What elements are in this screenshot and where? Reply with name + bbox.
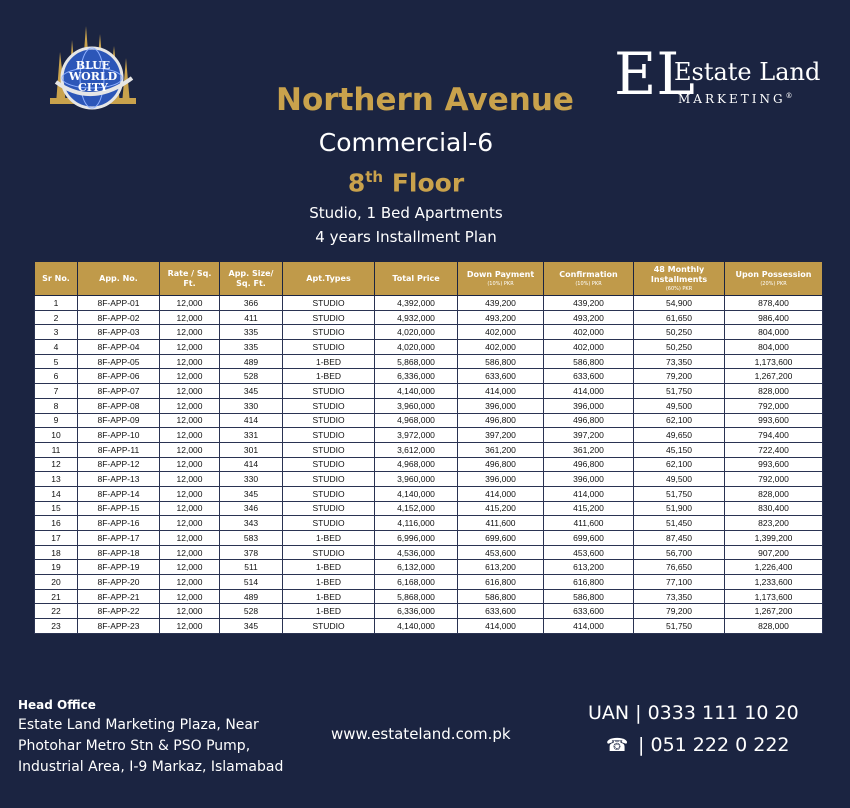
table-cell: STUDIO <box>283 296 375 311</box>
table-cell: 493,200 <box>458 310 544 325</box>
table-cell: 12,000 <box>160 384 220 399</box>
table-cell: 633,600 <box>544 604 634 619</box>
table-cell: 4,152,000 <box>375 501 458 516</box>
website-link[interactable]: www.estateland.com.pk <box>331 725 511 743</box>
table-cell: 51,900 <box>634 501 725 516</box>
telephone-icon: ☎ <box>606 735 629 756</box>
table-cell: 7 <box>35 384 78 399</box>
table-cell: 12,000 <box>160 486 220 501</box>
table-cell: 583 <box>220 531 283 546</box>
table-row <box>35 310 823 325</box>
table-cell: 411,600 <box>458 516 544 531</box>
table-cell: 8F-APP-14 <box>78 486 160 501</box>
table-cell: 8F-APP-02 <box>78 310 160 325</box>
table-cell: 12,000 <box>160 428 220 443</box>
table-cell: 6,996,000 <box>375 531 458 546</box>
table-cell: 16 <box>35 516 78 531</box>
column-header-label: Upon Possession <box>735 269 812 279</box>
table-cell: STUDIO <box>283 472 375 487</box>
table-cell: 396,000 <box>544 398 634 413</box>
table-cell: 73,350 <box>634 589 725 604</box>
table-cell: 331 <box>220 428 283 443</box>
table-cell: 12,000 <box>160 560 220 575</box>
table-cell: 528 <box>220 604 283 619</box>
table-row <box>35 560 823 575</box>
table-cell: 396,000 <box>458 398 544 413</box>
table-cell: 722,400 <box>725 442 823 457</box>
table-cell: 1,267,200 <box>725 604 823 619</box>
table-cell: 613,200 <box>458 560 544 575</box>
column-header <box>160 262 220 296</box>
column-header <box>458 262 544 296</box>
table-cell: 12,000 <box>160 575 220 590</box>
table-cell: 361,200 <box>458 442 544 457</box>
table-cell: 20 <box>35 575 78 590</box>
table-row <box>35 619 823 634</box>
table-row <box>35 369 823 384</box>
table-cell: 12,000 <box>160 516 220 531</box>
table-cell: 493,200 <box>544 310 634 325</box>
table-row <box>35 442 823 457</box>
table-cell: 8F-APP-03 <box>78 325 160 340</box>
column-header-label: 48 Monthly Installments <box>650 264 708 284</box>
table-row <box>35 384 823 399</box>
table-cell: 10 <box>35 428 78 443</box>
table-cell: 1-BED <box>283 589 375 604</box>
column-header-label: Rate / Sq. Ft. <box>167 268 212 288</box>
table-cell: STUDIO <box>283 545 375 560</box>
table-cell: 23 <box>35 619 78 634</box>
table-cell: 453,600 <box>544 545 634 560</box>
table-row <box>35 325 823 340</box>
table-row <box>35 340 823 355</box>
table-cell: 49,500 <box>634 472 725 487</box>
table-cell: 4,536,000 <box>375 545 458 560</box>
column-header-label: Total Price <box>392 273 440 283</box>
table-cell: 613,200 <box>544 560 634 575</box>
table-cell: 586,800 <box>458 354 544 369</box>
table-cell: 5 <box>35 354 78 369</box>
table-row <box>35 296 823 311</box>
table-cell: 6,132,000 <box>375 560 458 575</box>
table-cell: 402,000 <box>544 340 634 355</box>
table-cell: 12,000 <box>160 325 220 340</box>
table-row <box>35 413 823 428</box>
table-cell: 345 <box>220 384 283 399</box>
table-cell: 9 <box>35 413 78 428</box>
table-row <box>35 398 823 413</box>
column-header-note: (10%) PKR <box>575 280 602 287</box>
table-cell: 3,960,000 <box>375 472 458 487</box>
table-cell: STUDIO <box>283 486 375 501</box>
table-cell: 415,200 <box>458 501 544 516</box>
table-cell: 54,900 <box>634 296 725 311</box>
table-cell: 8F-APP-06 <box>78 369 160 384</box>
table-cell: 301 <box>220 442 283 457</box>
table-row <box>35 472 823 487</box>
table-cell: 586,800 <box>544 589 634 604</box>
table-cell: 8F-APP-12 <box>78 457 160 472</box>
table-cell: 22 <box>35 604 78 619</box>
table-cell: 8F-APP-01 <box>78 296 160 311</box>
table-cell: 453,600 <box>458 545 544 560</box>
column-header-note: (20%) PKR <box>760 280 787 287</box>
table-cell: 439,200 <box>544 296 634 311</box>
table-cell: STUDIO <box>283 384 375 399</box>
table-cell: 345 <box>220 486 283 501</box>
table-cell: 12,000 <box>160 442 220 457</box>
table-cell: 616,800 <box>458 575 544 590</box>
table-cell: 986,400 <box>725 310 823 325</box>
table-cell: 828,000 <box>725 486 823 501</box>
column-header <box>725 262 823 296</box>
table-cell: 345 <box>220 619 283 634</box>
floor-heading: 8th Floor <box>347 168 465 198</box>
table-cell: 13 <box>35 472 78 487</box>
page-title: Northern Avenue <box>276 82 574 118</box>
table-cell: 1-BED <box>283 369 375 384</box>
table-cell: 414,000 <box>458 384 544 399</box>
table-cell: 792,000 <box>725 472 823 487</box>
table-cell: STUDIO <box>283 310 375 325</box>
table-cell: 396,000 <box>544 472 634 487</box>
table-cell: STUDIO <box>283 619 375 634</box>
table-row <box>35 516 823 531</box>
table-cell: 414 <box>220 457 283 472</box>
table-cell: 76,650 <box>634 560 725 575</box>
table-cell: 823,200 <box>725 516 823 531</box>
table-cell: 1-BED <box>283 354 375 369</box>
table-cell: 49,650 <box>634 428 725 443</box>
table-row <box>35 428 823 443</box>
table-cell: 496,800 <box>458 457 544 472</box>
table-cell: 2 <box>35 310 78 325</box>
table-cell: 414,000 <box>458 486 544 501</box>
column-header <box>220 262 283 296</box>
payment-plan-table <box>34 261 822 634</box>
table-cell: 6,336,000 <box>375 369 458 384</box>
table-cell: 1-BED <box>283 575 375 590</box>
table-cell: 8F-APP-04 <box>78 340 160 355</box>
address-line: Industrial Area, I-9 Markaz, Islamabad <box>18 759 284 775</box>
table-cell: 8F-APP-08 <box>78 398 160 413</box>
table-cell: 12,000 <box>160 398 220 413</box>
table-cell: 12,000 <box>160 340 220 355</box>
head-office-label: Head Office <box>18 698 96 712</box>
table-cell: 830,400 <box>725 501 823 516</box>
table-cell: 6,168,000 <box>375 575 458 590</box>
table-cell: 18 <box>35 545 78 560</box>
table-cell: 4,968,000 <box>375 457 458 472</box>
table-cell: 330 <box>220 472 283 487</box>
table-cell: 87,450 <box>634 531 725 546</box>
table-cell: 12,000 <box>160 354 220 369</box>
table-cell: 828,000 <box>725 619 823 634</box>
table-cell: 699,600 <box>544 531 634 546</box>
table-row <box>35 457 823 472</box>
column-header-label: Sr No. <box>42 273 70 283</box>
plan-line: 4 years Installment Plan <box>315 228 497 246</box>
table-cell: 397,200 <box>544 428 634 443</box>
table-cell: 12,000 <box>160 604 220 619</box>
table-cell: 4,140,000 <box>375 486 458 501</box>
table-cell: 12,000 <box>160 619 220 634</box>
table-cell: 1,399,200 <box>725 531 823 546</box>
table-cell: 12,000 <box>160 472 220 487</box>
table-cell: 79,200 <box>634 604 725 619</box>
table-cell: 330 <box>220 398 283 413</box>
table-cell: 8F-APP-11 <box>78 442 160 457</box>
table-cell: 17 <box>35 531 78 546</box>
table-cell: 586,800 <box>544 354 634 369</box>
column-header-note: (10%) PKR <box>487 280 514 287</box>
table-cell: 1-BED <box>283 531 375 546</box>
table-row <box>35 589 823 604</box>
table-cell: STUDIO <box>283 442 375 457</box>
table-cell: 4,020,000 <box>375 325 458 340</box>
table-cell: 361,200 <box>544 442 634 457</box>
table-cell: 378 <box>220 545 283 560</box>
table-cell: 804,000 <box>725 325 823 340</box>
table-cell: 993,600 <box>725 457 823 472</box>
table-cell: 411 <box>220 310 283 325</box>
estate-land-monogram: EL <box>614 40 695 108</box>
table-cell: 12,000 <box>160 413 220 428</box>
table-cell: 804,000 <box>725 340 823 355</box>
table-cell: 993,600 <box>725 413 823 428</box>
table-cell: 62,100 <box>634 413 725 428</box>
table-cell: 496,800 <box>544 413 634 428</box>
table-cell: 8F-APP-10 <box>78 428 160 443</box>
table-cell: 12,000 <box>160 457 220 472</box>
table-cell: 8F-APP-15 <box>78 501 160 516</box>
table-cell: 411,600 <box>544 516 634 531</box>
table-cell: STUDIO <box>283 413 375 428</box>
table-cell: 335 <box>220 325 283 340</box>
table-cell: 8F-APP-16 <box>78 516 160 531</box>
table-cell: 496,800 <box>544 457 634 472</box>
table-cell: 414,000 <box>458 619 544 634</box>
uan-number: UAN | 0333 111 10 20 <box>588 702 799 724</box>
table-cell: 3 <box>35 325 78 340</box>
table-cell: 439,200 <box>458 296 544 311</box>
phone-number-text: | 051 222 0 222 <box>638 734 790 756</box>
table-body <box>35 296 823 634</box>
table-cell: 12,000 <box>160 501 220 516</box>
blue-world-city-logo-text: BLUE WORLD CITY <box>68 59 118 94</box>
table-cell: 414 <box>220 413 283 428</box>
estate-land-subtitle: MARKETING® <box>678 92 793 106</box>
table-cell: 616,800 <box>544 575 634 590</box>
table-cell: 346 <box>220 501 283 516</box>
apartment-types-line: Studio, 1 Bed Apartments <box>309 204 503 222</box>
column-header-label: App. Size/ Sq. Ft. <box>228 268 274 288</box>
table-cell: STUDIO <box>283 325 375 340</box>
table-cell: 5,868,000 <box>375 354 458 369</box>
table-cell: 1 <box>35 296 78 311</box>
table-cell: 4,968,000 <box>375 413 458 428</box>
table-cell: 12,000 <box>160 531 220 546</box>
column-header-label: Down Payment <box>466 269 535 279</box>
table-cell: 51,750 <box>634 619 725 634</box>
column-header-label: App. No. <box>99 273 138 283</box>
table-cell: 402,000 <box>458 340 544 355</box>
table-cell: 8F-APP-21 <box>78 589 160 604</box>
table-cell: 4,116,000 <box>375 516 458 531</box>
table-cell: 61,650 <box>634 310 725 325</box>
table-cell: STUDIO <box>283 457 375 472</box>
table-cell: 366 <box>220 296 283 311</box>
table-row <box>35 354 823 369</box>
table-cell: 8F-APP-19 <box>78 560 160 575</box>
table-cell: 8F-APP-05 <box>78 354 160 369</box>
table-cell: 21 <box>35 589 78 604</box>
table-cell: 12,000 <box>160 589 220 604</box>
table-cell: 586,800 <box>458 589 544 604</box>
table-cell: 496,800 <box>458 413 544 428</box>
head-office-address <box>18 715 283 778</box>
table-cell: 343 <box>220 516 283 531</box>
table-cell: 5,868,000 <box>375 589 458 604</box>
column-header <box>283 262 375 296</box>
address-line: Estate Land Marketing Plaza, Near <box>18 717 259 733</box>
table-cell: 6,336,000 <box>375 604 458 619</box>
table-cell: 6 <box>35 369 78 384</box>
table-cell: 396,000 <box>458 472 544 487</box>
table-row <box>35 486 823 501</box>
table-cell: 4,020,000 <box>375 340 458 355</box>
table-header <box>35 262 823 296</box>
table-cell: 489 <box>220 354 283 369</box>
table-row <box>35 501 823 516</box>
table-cell: 8F-APP-20 <box>78 575 160 590</box>
table-cell: 397,200 <box>458 428 544 443</box>
table-cell: 14 <box>35 486 78 501</box>
table-cell: 45,150 <box>634 442 725 457</box>
column-header-note: (60%) PKR <box>665 285 693 292</box>
table-cell: 1,226,400 <box>725 560 823 575</box>
table-cell: 792,000 <box>725 398 823 413</box>
table-cell: STUDIO <box>283 398 375 413</box>
table-cell: 514 <box>220 575 283 590</box>
table-cell: 1,267,200 <box>725 369 823 384</box>
table-cell: 51,750 <box>634 384 725 399</box>
table-cell: 15 <box>35 501 78 516</box>
table-cell: 8F-APP-18 <box>78 545 160 560</box>
address-line: Photohar Metro Stn & PSO Pump, <box>18 738 251 754</box>
column-header <box>375 262 458 296</box>
table-cell: 4,140,000 <box>375 619 458 634</box>
table-cell: 699,600 <box>458 531 544 546</box>
table-cell: 19 <box>35 560 78 575</box>
table-cell: 73,350 <box>634 354 725 369</box>
table-cell: 11 <box>35 442 78 457</box>
table-cell: STUDIO <box>283 340 375 355</box>
table-cell: 1,233,600 <box>725 575 823 590</box>
table-cell: 907,200 <box>725 545 823 560</box>
table-row <box>35 545 823 560</box>
phone-number <box>606 734 790 756</box>
table-cell: 4,140,000 <box>375 384 458 399</box>
table-cell: 8F-APP-09 <box>78 413 160 428</box>
table-cell: 3,960,000 <box>375 398 458 413</box>
table-cell: 12,000 <box>160 310 220 325</box>
table-cell: 51,750 <box>634 486 725 501</box>
table-cell: 528 <box>220 369 283 384</box>
table-cell: 8F-APP-07 <box>78 384 160 399</box>
table-cell: 511 <box>220 560 283 575</box>
estate-land-name: Estate Land <box>674 58 821 86</box>
table-cell: 414,000 <box>544 619 634 634</box>
table-cell: 3,972,000 <box>375 428 458 443</box>
table-cell: 633,600 <box>458 369 544 384</box>
table-cell: 794,400 <box>725 428 823 443</box>
table-cell: STUDIO <box>283 428 375 443</box>
table-cell: 12 <box>35 457 78 472</box>
table-cell: 414,000 <box>544 384 634 399</box>
table-cell: 56,700 <box>634 545 725 560</box>
column-header <box>544 262 634 296</box>
table-cell: 4,932,000 <box>375 310 458 325</box>
table-cell: 1-BED <box>283 604 375 619</box>
column-header <box>35 262 78 296</box>
table-cell: 633,600 <box>458 604 544 619</box>
table-cell: 49,500 <box>634 398 725 413</box>
table-cell: 402,000 <box>458 325 544 340</box>
table-cell: 50,250 <box>634 325 725 340</box>
table-cell: 1,173,600 <box>725 354 823 369</box>
table-cell: 62,100 <box>634 457 725 472</box>
table-cell: 3,612,000 <box>375 442 458 457</box>
table-cell: 4,392,000 <box>375 296 458 311</box>
table-cell: 402,000 <box>544 325 634 340</box>
table-cell: 77,100 <box>634 575 725 590</box>
column-header-label: Apt.Types <box>306 273 351 283</box>
table-cell: STUDIO <box>283 516 375 531</box>
table-cell: 335 <box>220 340 283 355</box>
table-cell: 414,000 <box>544 486 634 501</box>
column-header <box>634 262 725 296</box>
table-row <box>35 604 823 619</box>
table-cell: 489 <box>220 589 283 604</box>
column-header <box>78 262 160 296</box>
table-cell: 828,000 <box>725 384 823 399</box>
table-row <box>35 531 823 546</box>
table-cell: 878,400 <box>725 296 823 311</box>
table-cell: 8 <box>35 398 78 413</box>
column-header-label: Confirmation <box>559 269 618 279</box>
table-cell: 4 <box>35 340 78 355</box>
table-cell: 1,173,600 <box>725 589 823 604</box>
table-cell: STUDIO <box>283 501 375 516</box>
page-subtitle: Commercial-6 <box>318 128 494 157</box>
table-cell: 415,200 <box>544 501 634 516</box>
table-cell: 51,450 <box>634 516 725 531</box>
table-cell: 8F-APP-22 <box>78 604 160 619</box>
table-row <box>35 575 823 590</box>
table-cell: 12,000 <box>160 296 220 311</box>
table-cell: 79,200 <box>634 369 725 384</box>
table-cell: 633,600 <box>544 369 634 384</box>
table-cell: 50,250 <box>634 340 725 355</box>
table-cell: 8F-APP-23 <box>78 619 160 634</box>
table-cell: 8F-APP-13 <box>78 472 160 487</box>
table-cell: 12,000 <box>160 369 220 384</box>
table-cell: 8F-APP-17 <box>78 531 160 546</box>
table-cell: 1-BED <box>283 560 375 575</box>
table-cell: 12,000 <box>160 545 220 560</box>
